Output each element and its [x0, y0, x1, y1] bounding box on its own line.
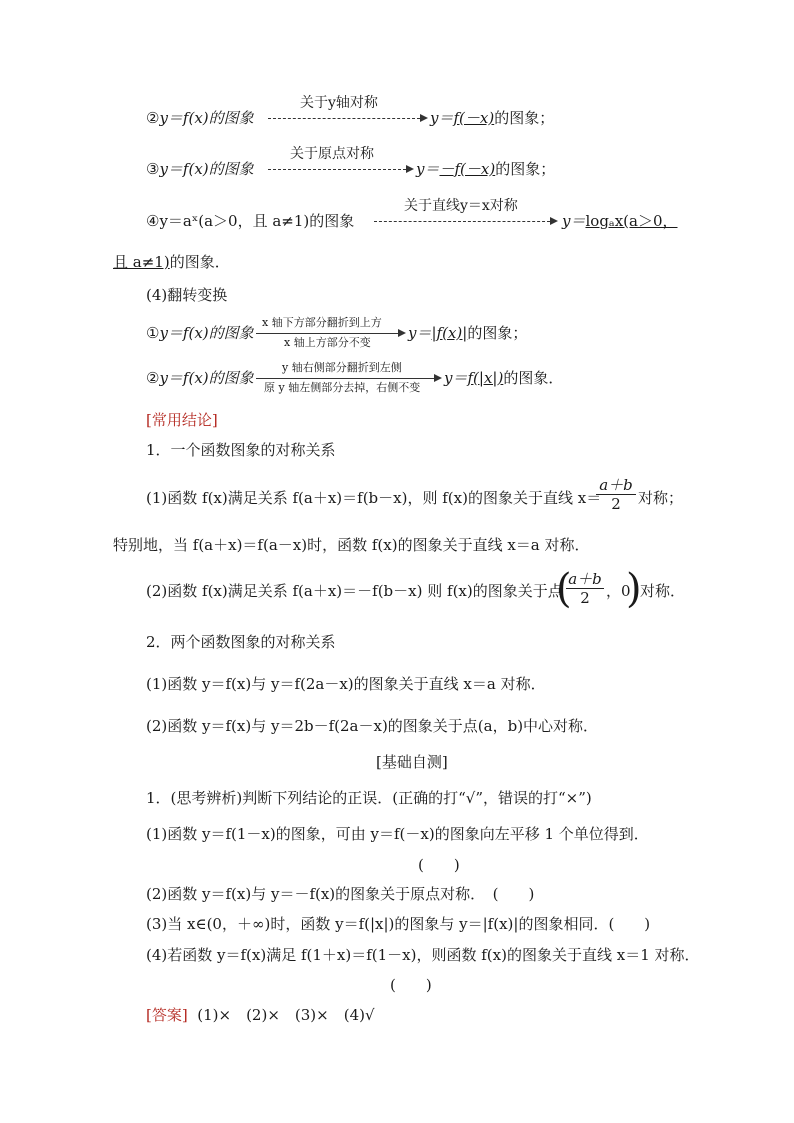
item-number: ③ [146, 160, 160, 178]
answer-blank: ( ) [418, 856, 460, 874]
selftest-title: [基础自测] [376, 753, 448, 771]
transform-label: 关于y轴对称 [300, 95, 378, 111]
selftest-q4: (4)若函数 y＝f(x)满足 f(1＋x)＝f(1－x)，则函数 f(x)的图象关于直线 x＝1 对称． [146, 946, 700, 964]
answer-line [146, 1005, 375, 1025]
result-function: y＝|f(x)|的图象； [408, 324, 528, 342]
conclusion-2-item-2: (2)函数 y＝f(x)与 y＝2b－f(2a－x)的图象关于点(a，b)中心对称． [146, 717, 599, 735]
section-heading: (4)翻转变换 [146, 286, 228, 304]
source-function: y＝f(x)的图象 [159, 109, 254, 127]
result-continuation: 且 a≠1)的图象． [113, 253, 230, 271]
arrow-right-icon [550, 217, 558, 225]
selftest-intro: 1．(思考辨析)判断下列结论的正误．(正确的打“√”，错误的打“×”) [146, 789, 592, 807]
selftest-q1: (1)函数 y＝f(1－x)的图象，可由 y＝f(－x)的图象向左平移 1 个单位得到． [146, 825, 649, 843]
solid-arrow-line [256, 333, 398, 334]
item-number: ② [146, 109, 160, 127]
arrow-top-label: y 轴右侧部分翻折到左侧 [282, 361, 402, 374]
item-y-axis-symmetry [146, 108, 254, 128]
dashed-arrow-line [374, 221, 550, 222]
answer-blank: ( ) [390, 976, 432, 994]
answer-values: (1)× (2)× (3)× (4)√ [197, 1006, 375, 1024]
arrow-right-icon [398, 329, 406, 337]
source-function: y＝f(x)的图象 [159, 369, 254, 387]
arrow-right-icon [406, 165, 414, 173]
flip-item-1 [146, 323, 254, 343]
conclusion-2-line: (2)函数 f(x)满足关系 f(a＋x)＝－f(b－x) 则 f(x)的图象关于点 [146, 582, 563, 600]
item-number: ④ [146, 212, 160, 230]
conclusion-1-line-b: 特别地，当 f(a＋x)＝f(a－x)时，函数 f(x)的图象关于直线 x＝a 对称． [113, 536, 590, 554]
source-function: y＝aˣ(a＞0，且 a≠1)的图象 [159, 212, 355, 230]
selftest-q2: (2)函数 y＝f(x)与 y＝－f(x)的图象关于原点对称． ( ) [146, 885, 535, 903]
transform-label: 关于原点对称 [290, 146, 374, 162]
result-function: y＝f(－x)的图象； [430, 109, 555, 127]
conclusion-2-item-1: (1)函数 y＝f(x)与 y＝f(2a－x)的图象关于直线 x＝a 对称． [146, 675, 546, 693]
item-line-symmetry [146, 211, 354, 231]
transform-label: 关于直线y＝x对称 [404, 198, 518, 214]
conclusion-2-tail: 对称． [640, 582, 686, 600]
arrow-bottom-label: 原 y 轴左侧部分去掉，右侧不变 [264, 381, 421, 394]
source-function: y＝f(x)的图象 [159, 324, 254, 342]
selftest-q3: (3)当 x∈(0，＋∞)时，函数 y＝f(|x|)的图象与 y＝|f(x)|的图象相同．( ) [146, 915, 651, 933]
conclusion-heading-2: 2．两个函数图象的对称关系 [146, 633, 336, 651]
solid-arrow-line [256, 378, 434, 379]
fraction-a-plus-b-over-2: $\frac{a+b}{2}$ [596, 476, 636, 513]
flip-item-2 [146, 368, 254, 388]
source-function: y＝f(x)的图象 [159, 160, 254, 178]
answer-tag: [答案] [146, 1006, 188, 1024]
conclusion-heading-1: 1．一个函数图象的对称关系 [146, 441, 336, 459]
arrow-bottom-label: x 轴上方部分不变 [284, 336, 371, 349]
item-number: ② [146, 369, 160, 387]
arrow-right-icon [434, 374, 442, 382]
right-paren: ) [626, 566, 642, 612]
left-paren: ( [556, 566, 572, 612]
arrow-right-icon [420, 114, 428, 122]
result-function: y＝－f(－x)的图象； [416, 160, 556, 178]
item-origin-symmetry [146, 159, 254, 179]
dashed-arrow-line [268, 169, 406, 170]
dashed-arrow-line [268, 118, 420, 119]
conclusion-1-tail: 对称； [638, 489, 684, 507]
result-function: y＝f(|x|)的图象． [444, 369, 564, 387]
fraction-a-plus-b-over-2: $\frac{a+b}{2}$ [566, 570, 604, 607]
conclusion-1-line-a: (1)函数 f(x)满足关系 f(a＋x)＝f(b－x)，则 f(x)的图象关于直线 x＝ [146, 489, 602, 507]
arrow-top-label: x 轴下方部分翻折到上方 [262, 316, 382, 329]
conclusions-tag: [常用结论] [146, 411, 218, 429]
point-y-coordinate: ，0 [606, 582, 631, 600]
result-function: y＝logₐx(a＞0， [562, 212, 678, 230]
item-number: ① [146, 324, 160, 342]
